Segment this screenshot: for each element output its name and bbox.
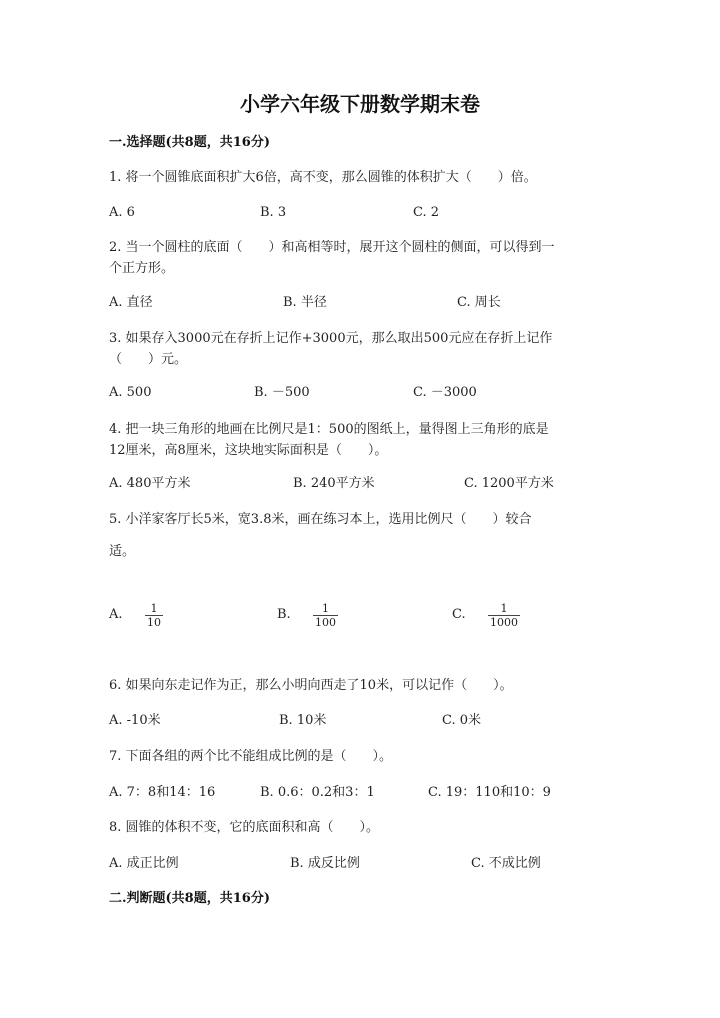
- option-a: A. 直径: [109, 295, 153, 310]
- fraction-option-c: [488, 602, 520, 629]
- denominator: 10: [147, 616, 161, 629]
- section-heading-judgement: 二.判断题(共8题，共16分): [109, 891, 270, 906]
- option-a: A. 500: [109, 385, 152, 400]
- section-heading-choice: 一.选择题(共8题，共16分): [109, 135, 270, 150]
- fraction-option-b: [313, 602, 338, 629]
- option-a: A. 6: [109, 205, 135, 220]
- denominator: 100: [315, 616, 336, 629]
- option-c: C. 周长: [457, 295, 501, 310]
- question-8: 8. 圆锥的体积不变，它的底面积和高（ ）。: [109, 820, 380, 835]
- option-b: B. 240平方米: [293, 476, 375, 491]
- question-3-line2: （ ）元。: [109, 352, 188, 367]
- option-b: B. 10米: [279, 713, 327, 728]
- option-c: C. 2: [413, 205, 440, 220]
- option-c: C. 0米: [442, 713, 482, 728]
- option-a: A. -10米: [109, 713, 161, 728]
- question-1: 1. 将一个圆锥底面积扩大6倍，高不变，那么圆锥的体积扩大（ ）倍。: [109, 170, 537, 185]
- question-2: 2. 当一个圆柱的底面（ ）和高相等时，展开这个圆柱的侧面，可以得到一: [109, 240, 555, 255]
- option-c: C. 19：110和10：9: [428, 785, 551, 800]
- fraction-option-a: [145, 602, 163, 629]
- option-a: A. 成正比例: [109, 856, 179, 871]
- option-a: A. 480平方米: [109, 476, 191, 491]
- option-b: B. 半径: [283, 295, 327, 310]
- question-5-line2: 适。: [109, 544, 136, 559]
- numerator: 1: [500, 602, 508, 615]
- question-3: 3. 如果存入3000元在存折上记作+3000元，那么取出500元应在存折上记作: [109, 331, 553, 346]
- option-b: B. －500: [254, 385, 310, 400]
- option-c: C. －3000: [413, 385, 477, 400]
- denominator: 1000: [490, 616, 518, 629]
- option-b: B. 成反比例: [290, 856, 360, 871]
- question-4-line2: 12厘米，高8厘米，这块地实际面积是（ ）。: [109, 443, 388, 458]
- option-a: A. 7：8和14：16: [109, 785, 216, 800]
- question-2-line2: 个正方形。: [109, 261, 175, 276]
- question-4: 4. 把一块三角形的地画在比例尺是1：500的图纸上，量得图上三角形的底是: [109, 422, 549, 437]
- option-b: B. 0.6：0.2和3：1: [260, 785, 375, 800]
- option-b: B.: [277, 607, 291, 622]
- option-b: B. 3: [260, 205, 287, 220]
- option-c: C.: [452, 607, 466, 622]
- option-c: C. 不成比例: [471, 856, 541, 871]
- question-6: 6. 如果向东走记作为正，那么小明向西走了10米，可以记作（ ）。: [109, 678, 513, 693]
- numerator: 1: [322, 602, 329, 615]
- option-a: A.: [109, 607, 123, 622]
- question-7: 7. 下面各组的两个比不能组成比例的是（ ）。: [109, 749, 393, 764]
- numerator: 1: [150, 602, 158, 615]
- question-5: 5. 小洋家客厅长5米，宽3.8米，画在练习本上，选用比例尺（ ）较合: [109, 512, 532, 527]
- option-c: C. 1200平方米: [464, 476, 554, 491]
- page-title: 小学六年级下册数学期末卷: [240, 92, 480, 116]
